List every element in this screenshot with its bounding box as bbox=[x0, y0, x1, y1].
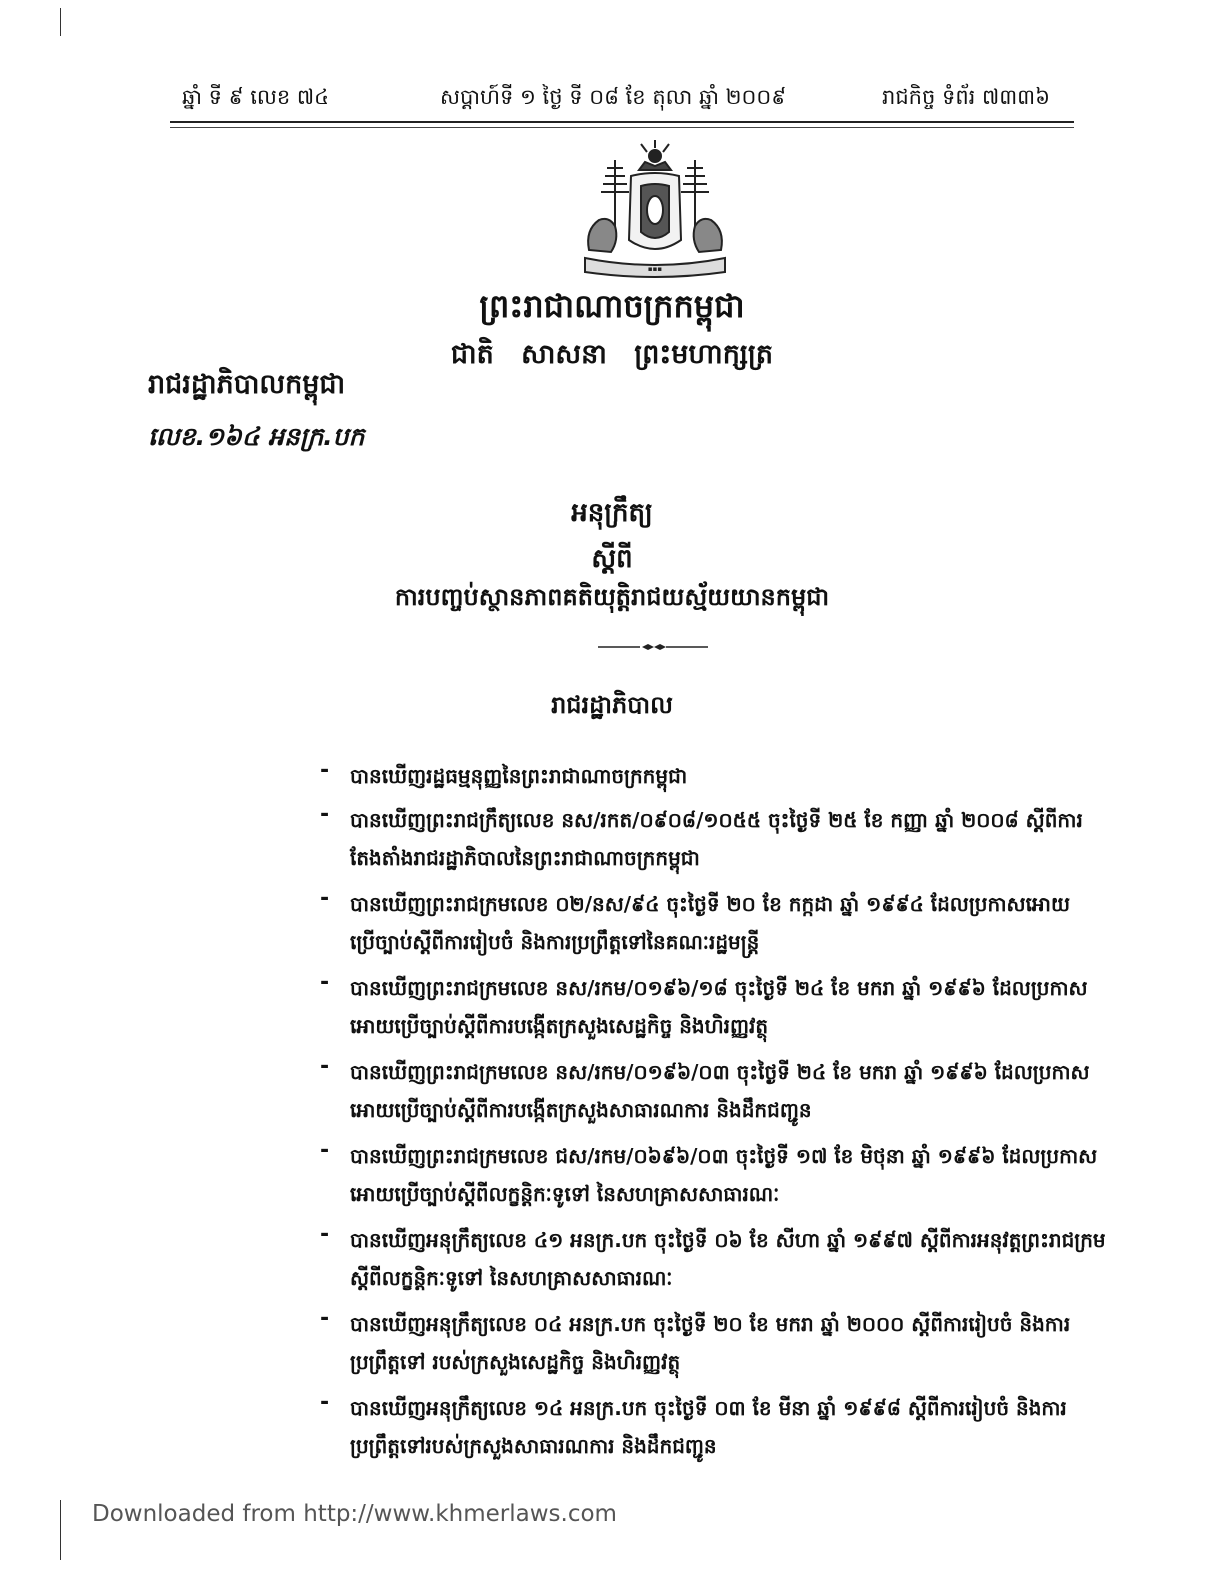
bullet-dash-icon: - bbox=[320, 970, 330, 995]
decree-type: អនុក្រឹត្យ bbox=[571, 498, 653, 528]
list-item: - បានឃើញអនុក្រឹត្យលេខ ១៤ អនក្រ.បក ចុះថ្ងៃទី ០៣ ខែ មីនា ឆ្នាំ ១៩៩៨ ស្តីពីការរៀបចំ និងការ ប្រព្រឹត្តទៅរបស់ក្រសួងសាធារណការ និងដឹកជញ្ជូន bbox=[320, 1390, 1067, 1458]
bullet-dash-icon: - bbox=[320, 1306, 330, 1331]
decree-about: ស្តីពី bbox=[591, 544, 633, 574]
bullet-dash-icon: - bbox=[320, 1138, 330, 1163]
royal-coat-of-arms-icon bbox=[575, 140, 735, 282]
government-name: រាជរដ្ឋាភិបាលកម្ពុជា bbox=[148, 369, 346, 400]
kingdom-title: ព្រះរាជាណាចក្រកម្ពុជា bbox=[479, 287, 745, 325]
download-source-footer: Downloaded from http://www.khmerlaws.com bbox=[92, 1501, 617, 1527]
svg-text:▪▪▪: ▪▪▪ bbox=[647, 265, 663, 273]
bullet-dash-icon: - bbox=[320, 1054, 330, 1079]
gazette-page: រាជកិច្ច ទំព័រ ៧៣៣៦ bbox=[882, 85, 1050, 109]
scan-margin-line-top bbox=[60, 8, 61, 36]
list-item: - បានឃើញព្រះរាជក្រមលេខ ជស/រកម/០៦៩៦/០៣ ចុះថ្ងៃទី ១៧ ខែ មិថុនា ឆ្នាំ ១៩៩៦ ដែលប្រកាស អោយប្រើច្បាប់ស្តីពីលក្ខន្តិកៈទូទៅ នៃសហគ្រាសសាធារណៈ bbox=[320, 1138, 1098, 1206]
list-item: - បានឃើញព្រះរាជក្រមលេខ នស/រកម/០១៩៦/០៣ ចុះថ្ងៃទី ២៤ ខែ មករា ឆ្នាំ ១៩៩៦ ដែលប្រកាស អោយប្រើច្បាប់ស្តីពីការបង្កើតក្រសួងសាធារណការ និងដឹកជញ្ជូន bbox=[320, 1054, 1090, 1122]
list-item: - បានឃើញព្រះរាជក្រឹត្យលេខ នស/រកត/០៩០៨/១០៥៥ ចុះថ្ងៃទី ២៥ ខែ កញ្ញា ឆ្នាំ ២០០៨ ស្តីពីការ តែងតាំងរាជរដ្ឋាភិបាលនៃព្រះរាជាណាចក្រកម្ពុជា bbox=[320, 802, 1083, 870]
bullet-dash-icon: - bbox=[320, 802, 330, 827]
document-number: លេខ.១៦៤ អនក្រ.បក bbox=[148, 422, 365, 451]
bullet-dash-icon: - bbox=[320, 758, 330, 783]
list-item: - បានឃើញអនុក្រឹត្យលេខ ០៤ អនក្រ.បក ចុះថ្ងៃទី ២០ ខែ មករា ឆ្នាំ ២០០០ ស្តីពីការរៀបចំ និងការ ប្រព្រឹត្តទៅ របស់ក្រសួងសេដ្ឋកិច្ច និងហិរញ្ញវត្ថុ bbox=[320, 1306, 1071, 1374]
gazette-year-issue: ឆ្នាំ ទី ៩ លេខ ៧៤ bbox=[182, 85, 329, 109]
header-rule bbox=[170, 121, 1074, 123]
scan-margin-line-bottom bbox=[60, 1500, 61, 1560]
gazette-header bbox=[170, 84, 1050, 118]
ornamental-divider-icon bbox=[598, 643, 708, 651]
gazette-date: សប្តាហ៍ទី ១ ថ្ងៃ ទី ០៨ ខែ តុលា ឆ្នាំ ២០០៩ bbox=[440, 85, 787, 109]
issuer-heading: រាជរដ្ឋាភិបាល bbox=[551, 691, 673, 719]
bullet-dash-icon: - bbox=[320, 886, 330, 911]
list-item: - បានឃើញព្រះរាជក្រមលេខ ០២/នស/៩៤ ចុះថ្ងៃទី ២០ ខែ កក្កដា ឆ្នាំ ១៩៩៤ ដែលប្រកាសអោយ ប្រើច្បាប់ស្តីពីការរៀបចំ និងការប្រព្រឹត្តទៅនៃគណៈរដ្ឋមន្ត្រី bbox=[320, 886, 1071, 954]
list-item: - បានឃើញព្រះរាជក្រមលេខ នស/រកម/០១៩៦/១៨ ចុះថ្ងៃទី ២៤ ខែ មករា ឆ្នាំ ១៩៩៦ ដែលប្រកាស អោយប្រើច្បាប់ស្តីពីការបង្កើតក្រសួងសេដ្ឋកិច្ច និងហិរញ្ញវត្ថុ bbox=[320, 970, 1088, 1038]
bullet-dash-icon: - bbox=[320, 1390, 330, 1415]
list-item: - បានឃើញរដ្ឋធម្មនុញ្ញនៃព្រះរាជាណាចក្រកម្ពុជា bbox=[320, 758, 688, 788]
list-item: - បានឃើញអនុក្រឹត្យលេខ ៤១ អនក្រ.បក ចុះថ្ងៃទី ០៦ ខែ សីហា ឆ្នាំ ១៩៩៧ ស្តីពីការអនុវត្តព្រះរាជក្រម ស្តីពីលក្ខន្តិកៈទូទៅ នៃសហគ្រាសសាធារណៈ bbox=[320, 1222, 1106, 1290]
decree-subject: ការបញ្ចប់ស្ថានភាពគតិយុត្តិរាជយស្ម័យយានកម្ពុជា bbox=[394, 583, 830, 611]
preamble-clauses bbox=[320, 758, 1106, 1474]
national-motto: ជាតិ សាសនា ព្រះមហាក្សត្រ bbox=[450, 339, 774, 370]
bullet-dash-icon: - bbox=[320, 1222, 330, 1247]
header-rule-thin bbox=[170, 127, 1074, 128]
